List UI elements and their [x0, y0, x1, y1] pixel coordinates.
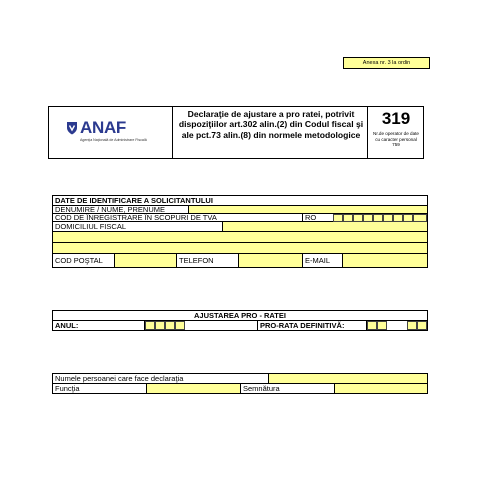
functia-field[interactable]	[147, 384, 241, 393]
digit-box[interactable]	[383, 214, 393, 222]
cod-tva-label: COD DE ÎNREGISTRARE ÎN SCOPURI DE TVA	[53, 214, 303, 222]
form-operator-note: Nr.de operator de date cu caracter personal 759	[373, 131, 419, 148]
prorata-digit-box[interactable]	[407, 321, 417, 330]
logo-text: ANAF	[80, 118, 127, 137]
logo-area	[49, 107, 173, 158]
ro-label: RO	[303, 214, 333, 222]
anul-digit-box[interactable]	[165, 321, 175, 330]
digit-box[interactable]	[333, 214, 343, 222]
cod-postal-field[interactable]	[115, 254, 177, 267]
semnatura-field[interactable]	[335, 384, 427, 393]
domiciliu-field[interactable]	[223, 222, 427, 232]
digit-box[interactable]	[353, 214, 363, 222]
prorata-digit-box[interactable]	[377, 321, 387, 330]
digit-box[interactable]	[363, 214, 373, 222]
digit-box[interactable]	[343, 214, 353, 222]
section-title-ajustare: AJUSTAREA PRO - RATEI	[53, 311, 427, 321]
logo-subtitle: Agenţia Naţională de Administrare Fiscală	[80, 138, 147, 142]
anul-label: ANUL:	[53, 321, 145, 330]
form-header	[48, 106, 424, 159]
email-label: E-MAIL	[303, 254, 343, 267]
cod-postal-label: COD POŞTAL	[53, 254, 115, 267]
prorata-digit-box[interactable]	[417, 321, 427, 330]
ajustare-section	[52, 310, 428, 331]
telefon-field[interactable]	[239, 254, 303, 267]
annex-note: Anexa nr. 3 la ordin	[343, 57, 430, 69]
telefon-label: TELEFON	[177, 254, 239, 267]
digit-box[interactable]	[373, 214, 383, 222]
cod-tva-digits	[333, 214, 427, 222]
semnatura-label: Semnătura	[241, 384, 335, 393]
nume-persoana-label: Numele persoanei care face declaraţia	[53, 374, 269, 384]
anul-digit-box[interactable]	[155, 321, 165, 330]
prorata-digit-box[interactable]	[367, 321, 377, 330]
prorata-label: PRO-RATA DEFINITIVĂ:	[257, 321, 367, 330]
domiciliu-label: DOMICILIUL FISCAL	[53, 222, 223, 232]
address-line-1[interactable]	[53, 232, 427, 243]
identification-section	[52, 195, 428, 268]
nume-persoana-field[interactable]	[269, 374, 427, 384]
address-line-2[interactable]	[53, 243, 427, 254]
shield-icon	[66, 121, 78, 135]
form-number: 319	[381, 109, 411, 128]
digit-box[interactable]	[413, 214, 427, 222]
email-field[interactable]	[343, 254, 427, 267]
semnatura-section	[52, 373, 428, 394]
form-number-box	[367, 107, 423, 158]
digit-box[interactable]	[393, 214, 403, 222]
section-title-identificare: DATE DE IDENTIFICARE A SOLICITANTULUI	[53, 196, 427, 206]
anul-digit-box[interactable]	[175, 321, 185, 330]
form-title: Declaraţie de ajustare a pro ratei, potrivit dispoziţiilor art.302 alin.(2) din Codul fiscal şi ale pct.73 alin.(8) din normele metodologice	[178, 109, 364, 140]
functia-label: Funcţia	[53, 384, 147, 393]
anul-digit-box[interactable]	[145, 321, 155, 330]
denumire-label: DENUMIRE / NUME, PRENUME	[53, 206, 189, 214]
digit-box[interactable]	[403, 214, 413, 222]
